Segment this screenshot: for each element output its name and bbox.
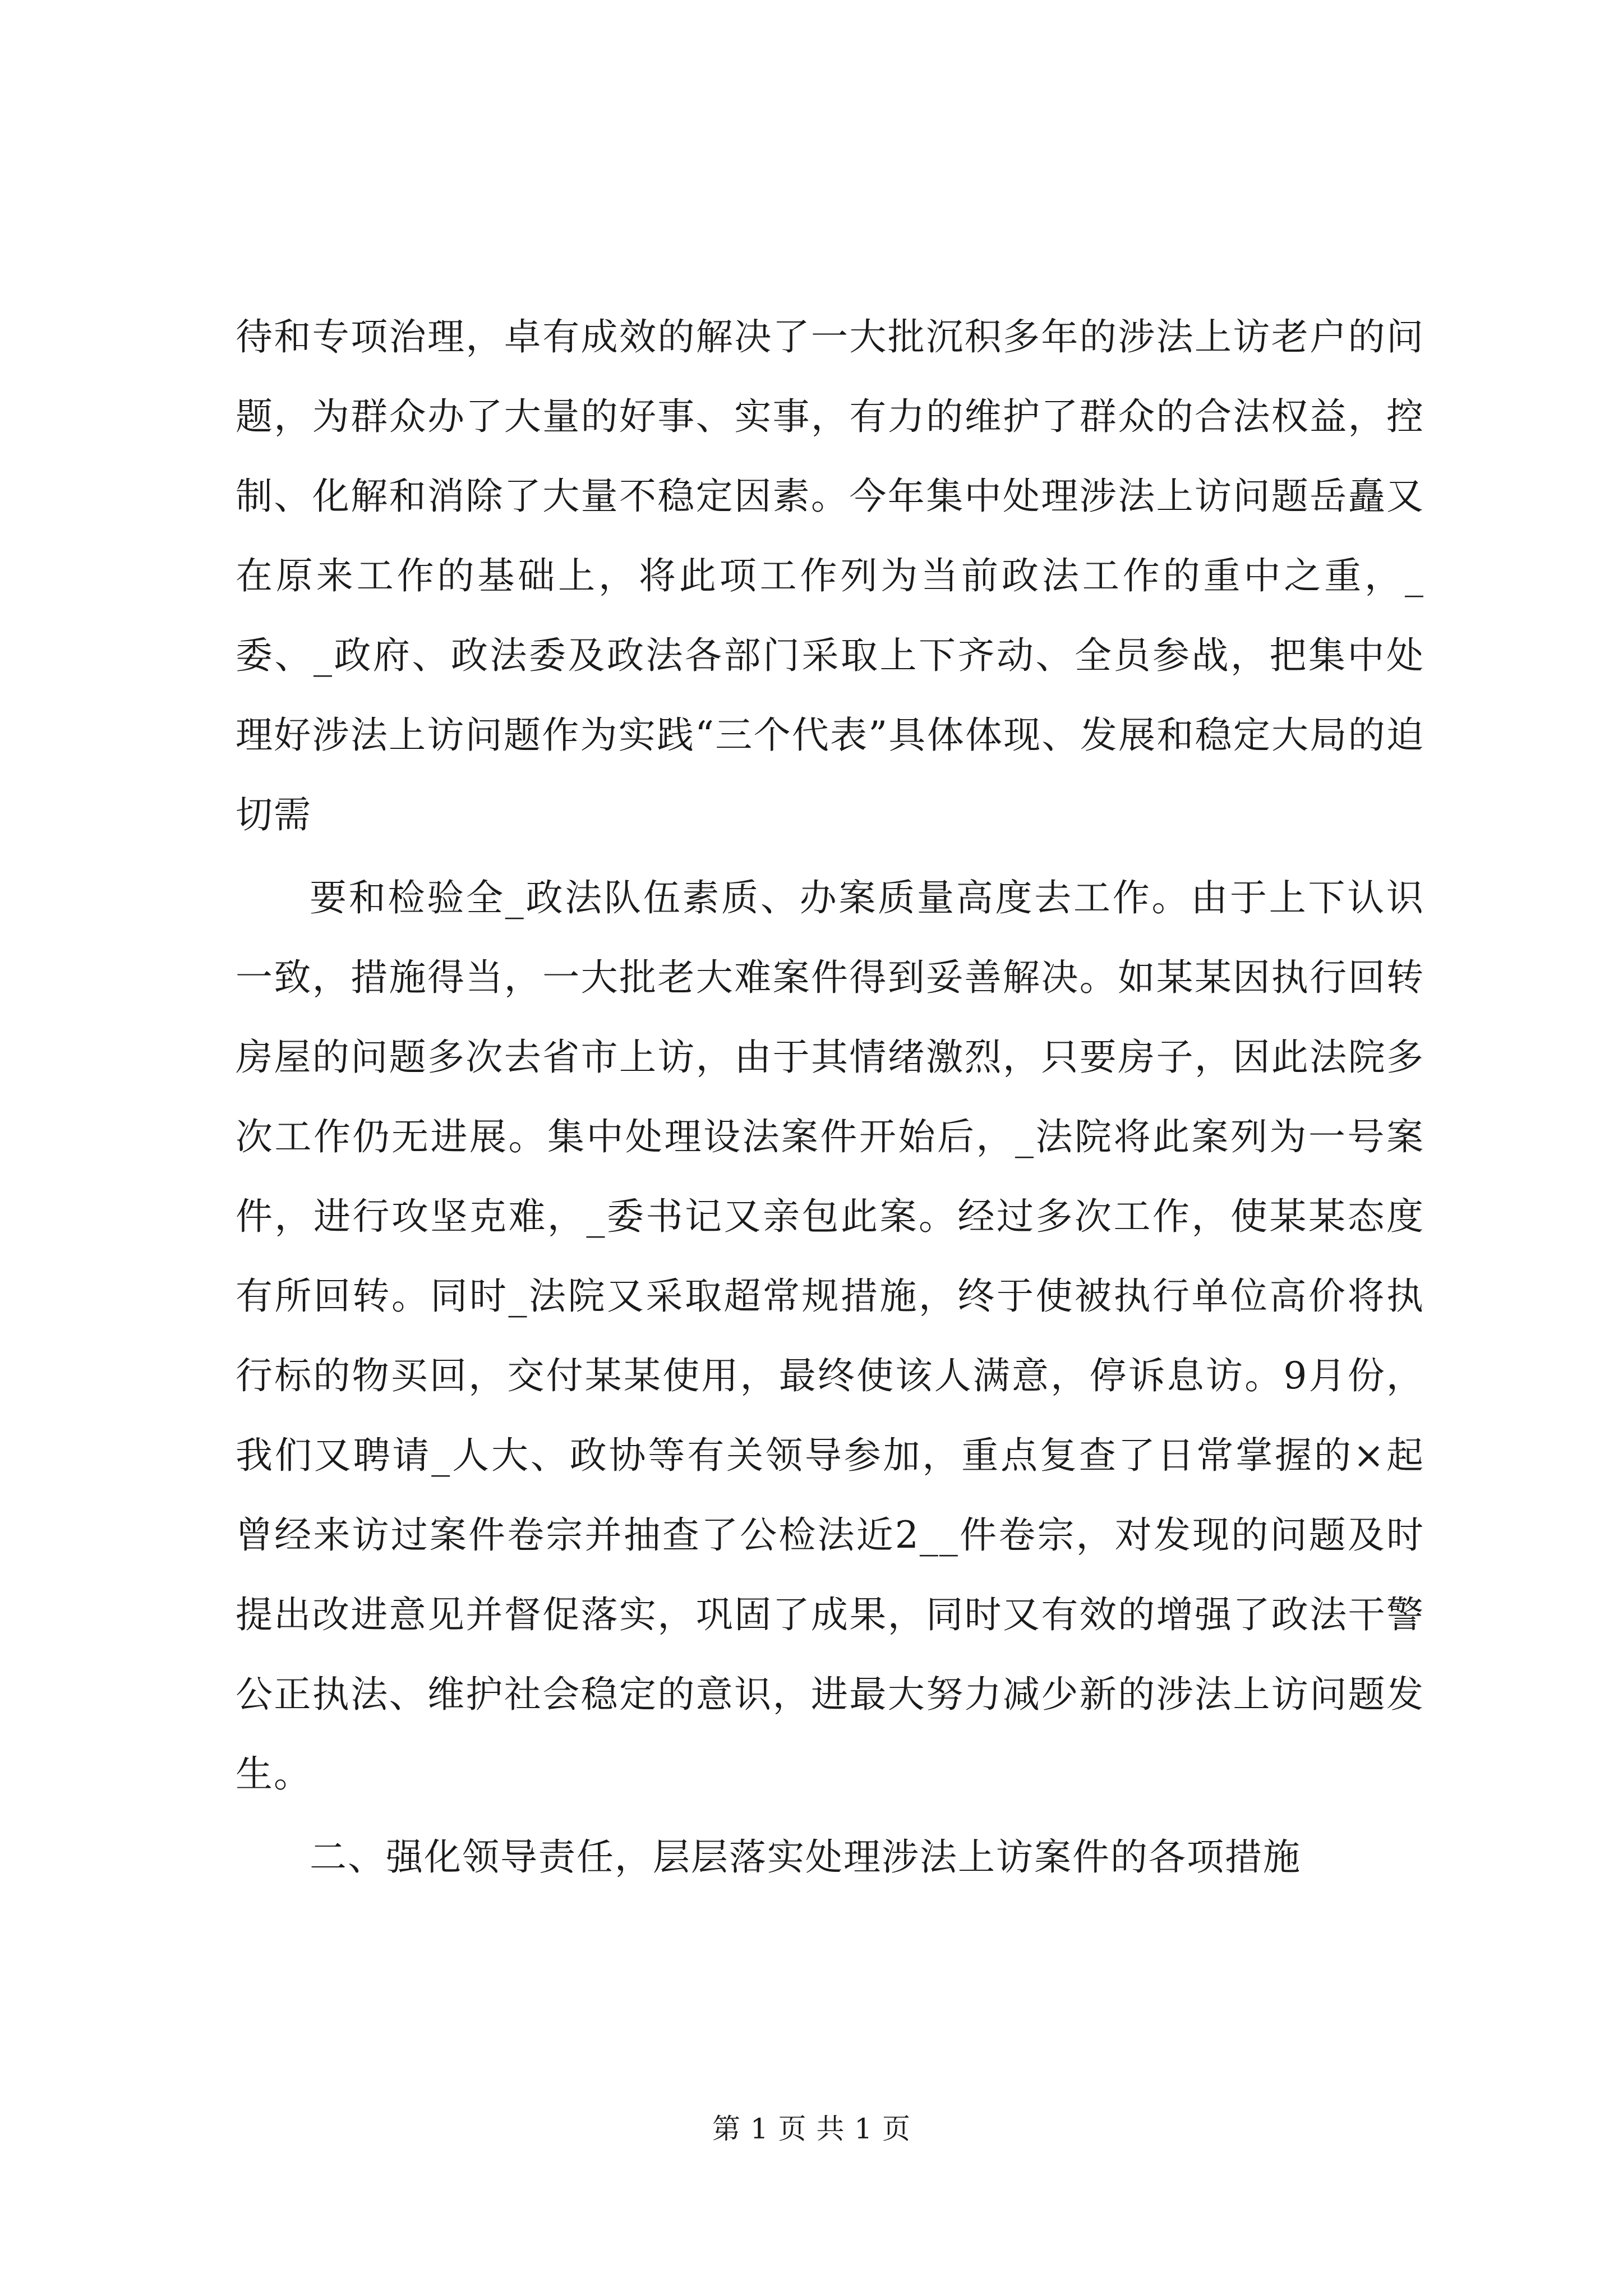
- page-footer: 第 1 页 共 1 页: [712, 2113, 911, 2145]
- section-heading-two: 二、强化领导责任，层层落实处理涉法上访案件的各项措施: [310, 1835, 1301, 1879]
- paragraph-continuation: 待和专项治理，卓有成效的解决了一大批沉积多年的涉法上访老户的问题，为群众办了大量的好事、实事，有力的维护了群众的合法权益，控制、化解和消除了大量不稳定因素。今年集中处理涉法上访问题岳矗又在原来工作的基础上，将此项工作列为当前政法工作的重中之重，_委、_政府、政法委及政法各部门采取上下齐动、全员参战，把集中处理好涉法上访问题作为实践“三个代表”具体体现、发展和稳定大局的迫切需: [236, 315, 1424, 836]
- paragraph-case-example: 要和检验全_政法队伍素质、办案质量高度去工作。由于上下认识一致，措施得当，一大批老大难案件得到妥善解决。如某某因执行回转房屋的问题多次去省市上访，由于其情绪激烈，只要房子，因此法院多次工作仍无进展。集中处理设法案件开始后，_法院将此案列为一号案件，进行攻坚克难，_委书记又亲包此案。经过多次工作，使某某态度有所回转。同时_法院又采取超常规措施，终于使被执行单位高价将执行标的物买回，交付某某使用，最终使该人满意，停诉息访。9月份，我们又聘请_人大、政协等有关领导参加，重点复查了日常掌握的×起曾经来访过案件卷宗并抽查了公检法近2__件卷宗，对发现的问题及时提出改进意见并督促落实，巩固了成果，同时又有效的增强了政法干警公正执法、维护社会稳定的意识，进最大努力减少新的涉法上访问题发生。: [236, 876, 1424, 1796]
- document-body: [236, 297, 1424, 1897]
